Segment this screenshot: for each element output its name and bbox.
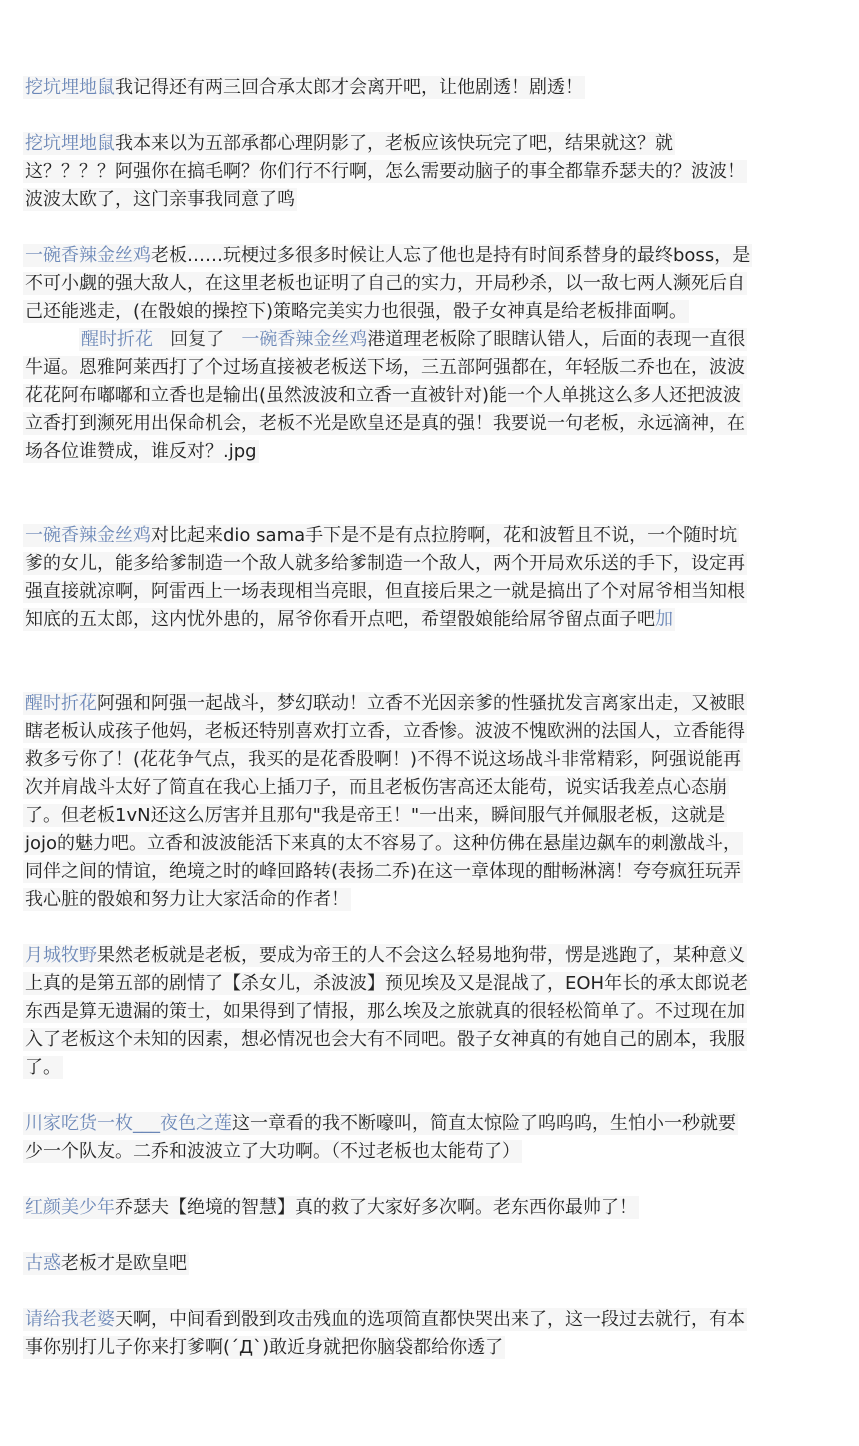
comment-text: 我记得还有两三回合承太郎才会离开吧，让他剧透！剧透！ <box>115 77 583 98</box>
comment-list <box>23 74 753 1362</box>
comment-text: 果然老板就是老板，要成为帝王的人不会这么轻易地狗带，愣是逃跑了，某种意义上真的是第五部的剧情了【杀女儿，杀波波】预见埃及又是混战了，EOH年长的承太郎说老东西是算无遗漏的策士，如果得到了情报，那么埃及之旅就真的很轻松简单了。不过现在加入了老板这个未知的因素，想必情况也会大有不同吧。骰子女神真的有她自己的剧本，我服了。 <box>25 945 749 1078</box>
comment <box>23 1194 753 1222</box>
comment-text: 乔瑟夫【绝境的智慧】真的救了大家好多次啊。老东西你最帅了！ <box>115 1197 637 1218</box>
comment <box>23 1306 753 1362</box>
comment-username[interactable]: 月城牧野 <box>25 945 97 966</box>
comment <box>23 1110 753 1166</box>
comment-text: 对比起来dio sama手下是不是有点拉胯啊，花和波暂且不说，一个随时坑爹的女儿，能多给爹制造一个敌人就多给爹制造一个敌人，两个开局欢乐送的手下，设定再强直接就凉啊，阿雷西上一场表现相当亮眼，但直接后果之一就是搞出了个对屌爷相当知根知底的五太郎，这内忧外患的，屌爷你看开点吧，希望骰娘能给屌爷留点面子吧 <box>25 525 745 630</box>
comment-text: 这一章看的我不断嚎叫，简直太惊险了呜呜呜，生怕小一秒就要少一个队友。二乔和波波立了大功啊。（不过老板也太能苟了） <box>25 1113 736 1162</box>
comment <box>23 74 753 102</box>
comment-text: 天啊，中间看到骰到攻击残血的选项简直都快哭出来了，这一段过去就行，有本事你别打儿子你来打爹啊(´Д`)敢近身就把你脑袋都给你透了 <box>25 1309 745 1358</box>
comment-text: 阿强和阿强一起战斗，梦幻联动！立香不光因亲爹的性骚扰发言离家出走，又被眼瞎老板认成孩子他妈，老板还特别喜欢打立香，立香惨。波波不愧欧洲的法国人，立香能得救多亏你了！(花花争气点，我买的是花香股啊！)不得不说这场战斗非常精彩，阿强说能再次并肩战斗太好了简直在我心上插刀子，而且老板伤害高还太能苟，说实话我差点心态崩了。但老板1vN还这么厉害并且那句"我是帝王！"一出来，瞬间服气并佩服老板，这就是jojo的魅力吧。立香和波波能活下来真的太不容易了。这种仿佛在悬崖边飙车的刺激战斗，同伴之间的情谊，绝境之时的峰回路转(表扬二乔)在这一章体现的酣畅淋漓！夸夸疯狂玩弄我心脏的骰娘和努力让大家活命的作者！ <box>25 693 745 910</box>
comment-username[interactable]: 古惑 <box>25 1253 61 1274</box>
comment-text: 我本来以为五部承都心理阴影了，老板应该快玩完了吧，结果就这？就这？？？？阿强你在搞毛啊？你们行不行啊，怎么需要动脑子的事全都靠乔瑟夫的？波波！波波太欧了，这门亲事我同意了鸣 <box>25 133 745 210</box>
comment-text: 港道理老板除了眼瞎认错人，后面的表现一直很牛逼。恩雅阿莱西打了个过场直接被老板送下场，三五部阿强都在，年轻版二乔也在，波波花花阿布嘟嘟和立香也是输出(虽然波波和立香一直被针对)能一个人单挑这么多人还把波波立香打到濒死用出保命机会，老板不光是欧皇还是真的强！我要说一句老板，永远滴神，在场各位谁赞成，谁反对？.jpg <box>25 329 746 462</box>
comment-text: 老板才是欧皇吧 <box>61 1253 187 1274</box>
comment-username[interactable]: 一碗香辣金丝鸡 <box>25 245 151 266</box>
comment <box>23 242 753 326</box>
comment <box>23 522 753 634</box>
comment-tail-link[interactable]: 加 <box>655 609 673 630</box>
comment-reply <box>23 326 753 466</box>
comment-username[interactable]: 请给我老婆 <box>25 1309 115 1330</box>
comment-username[interactable]: 川家吃货一枚___夜色之莲 <box>25 1113 232 1134</box>
comment-username[interactable]: 红颜美少年 <box>25 1197 115 1218</box>
comment-username[interactable]: 一碗香辣金丝鸡 <box>25 525 151 546</box>
comment-username[interactable]: 挖坑埋地鼠 <box>25 133 115 154</box>
comment-text: 老板……玩梗过多很多时候让人忘了他也是持有时间系替身的最终boss，是不可小觑的强大敌人，在这里老板也证明了自己的实力，开局秒杀，以一敌七两人濒死后自己还能逃走，(在骰娘的操控下)策略完美实力也很强，骰子女神真是给老板排面啊。 <box>25 245 751 322</box>
reply-to-username[interactable]: 一碗香辣金丝鸡 <box>241 329 368 350</box>
reply-marker: 回复了 <box>170 329 225 350</box>
comment <box>23 130 753 214</box>
comment <box>23 942 753 1082</box>
reply-from-username[interactable]: 醒时折花 <box>81 329 153 350</box>
comment <box>23 1250 753 1278</box>
comment-username[interactable]: 醒时折花 <box>25 693 97 714</box>
comment-username[interactable]: 挖坑埋地鼠 <box>25 77 115 98</box>
comment <box>23 690 753 914</box>
